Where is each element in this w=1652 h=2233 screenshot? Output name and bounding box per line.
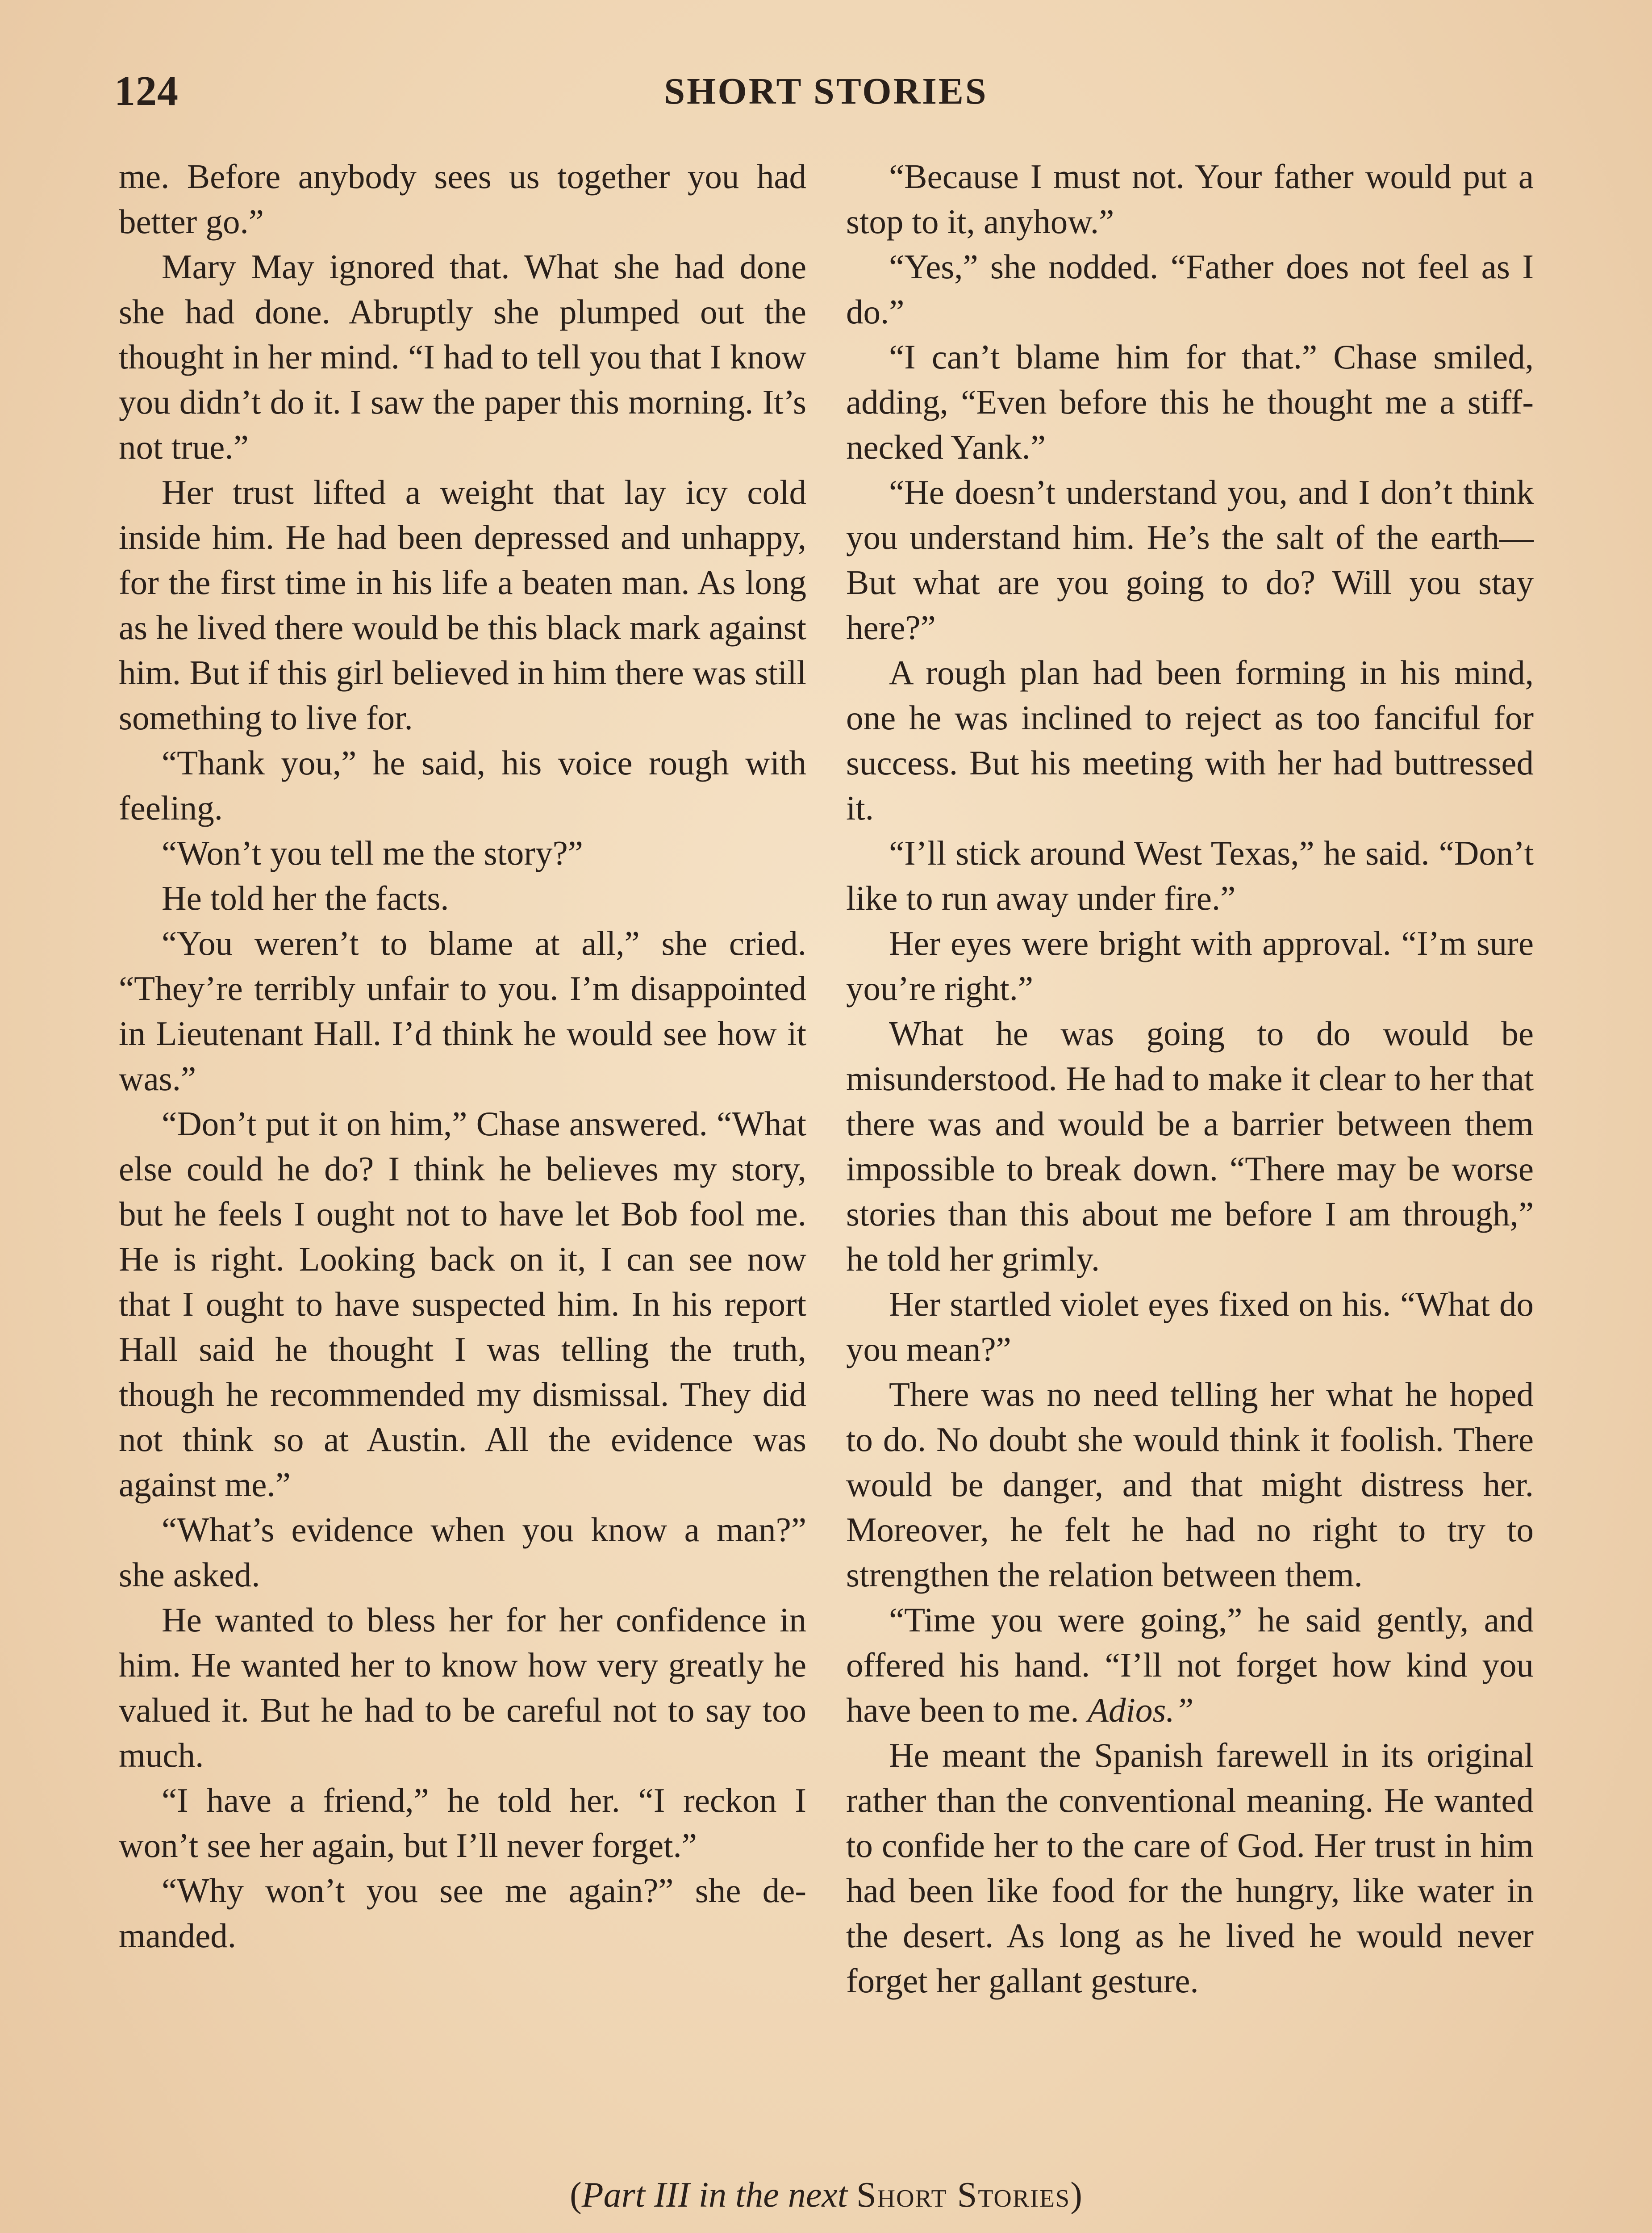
paragraph: me. Before anybody sees us together you had better go.”: [119, 157, 806, 241]
page-number: 124: [114, 68, 179, 114]
paragraph: A rough plan had been forming in his mind, one he was inclined to reject as too fanciful for success. But his meeting with her had buttressed it.: [846, 653, 1534, 827]
paragraph: What he was going to do would be misunderstood. He had to make it clear to her that there was and would be a barrier between them impossible to break down. “There may be worse stories than this about me before I am through,” he told her grimly.: [846, 1014, 1534, 1278]
paragraph: There was no need telling her what he hoped to do. No doubt she would think it foolish. There would be danger, and that might distress her. Moreover, he felt he had no right to try to strengthen the relation between them.: [846, 1375, 1534, 1594]
paragraph: Her trust lifted a weight that lay icy cold inside him. He had been depressed and unhappy, for the first time in his life a beaten man. As long as he lived there would be this black mark against him. But if this girl believed in him there was still something to live for.: [119, 473, 806, 737]
continued-italic: Part III in the next: [581, 2175, 848, 2215]
paragraph: “Thank you,” he said, his voice rough with feeling.: [119, 744, 806, 827]
paragraph: “What’s evidence when you know a man?” she asked.: [119, 1510, 806, 1594]
paragraph: He meant the Spanish farewell in its original rather than the conventional meaning. He wanted to confide her to the care of God. Her trust in him had been like food for the hungry, like water in the desert. As long as he lived he would never forget her gallant gesture.: [846, 1736, 1534, 2000]
paragraph: “Why won’t you see me again?” she demanded.: [119, 1871, 806, 1955]
open-paren: (: [570, 2175, 582, 2215]
close-paren: ): [1070, 2175, 1082, 2215]
right-column: [846, 154, 1534, 2003]
paragraph-text: “Time you were going,” he said gently, and offered his hand. “I’ll not forget how kind you have been to me.: [846, 1601, 1534, 1729]
paragraph: Mary May ignored that. What she had done she had done. Abruptly she plumped out the thought in her mind. “I had to tell you that I know you didn’t do it. I saw the paper this morning. It’s not true.”: [119, 247, 806, 466]
adios-italic: Adios.”: [1087, 1691, 1194, 1729]
paragraph: “I can’t blame him for that.” Chase smiled, adding, “Even before this he thought me a stiff-necked Yank.”: [846, 338, 1534, 466]
paragraph: Her eyes were bright with approval. “I’m sure you’re right.”: [846, 924, 1534, 1008]
paragraph: “He doesn’t understand you, and I don’t think you understand him. He’s the salt of the earth— But what are you going to do? Will you stay here?”: [846, 473, 1534, 647]
magazine-name: Short Stories: [856, 2175, 1071, 2215]
paragraph: [846, 1597, 1534, 1733]
paragraph: “Because I must not. Your father would put a stop to it, anyhow.”: [846, 157, 1534, 241]
running-head: SHORT STORIES: [664, 71, 988, 112]
paragraph: He told her the facts.: [162, 879, 449, 917]
paragraph: “I have a friend,” he told her. “I reckon I won’t see her again, but I’ll never forget.”: [119, 1781, 806, 1865]
left-column: [119, 154, 806, 1958]
continued-notice: [0, 2175, 1652, 2216]
paragraph: “You weren’t to blame at all,” she cried. “They’re terribly unfair to you. I’m disappointed in Lieutenant Hall. I’d think he would see how it was.”: [119, 924, 806, 1098]
paragraph: “Won’t you tell me the story?”: [162, 834, 583, 872]
paragraph: “Don’t put it on him,” Chase answered. “What else could he do? I think he believes my story, but he feels I ought not to have let Bob fool me. He is right. Looking back on it, I can see now that I ought to have suspected him. In his report Hall said he thought I was telling the truth, though he recommended my dismissal. They did not think so at Austin. All the evidence was against me.”: [119, 1104, 806, 1504]
paragraph: “I’ll stick around West Texas,” he said. “Don’t like to run away under fire.”: [846, 834, 1534, 917]
paragraph: Her startled violet eyes fixed on his. “What do you mean?”: [846, 1285, 1534, 1368]
paragraph: He wanted to bless her for her confidence in him. He wanted her to know how very greatly he valued it. But he had to be careful not to say too much.: [119, 1601, 806, 1774]
paragraph: “Yes,” she nodded. “Father does not feel as I do.”: [846, 247, 1534, 331]
